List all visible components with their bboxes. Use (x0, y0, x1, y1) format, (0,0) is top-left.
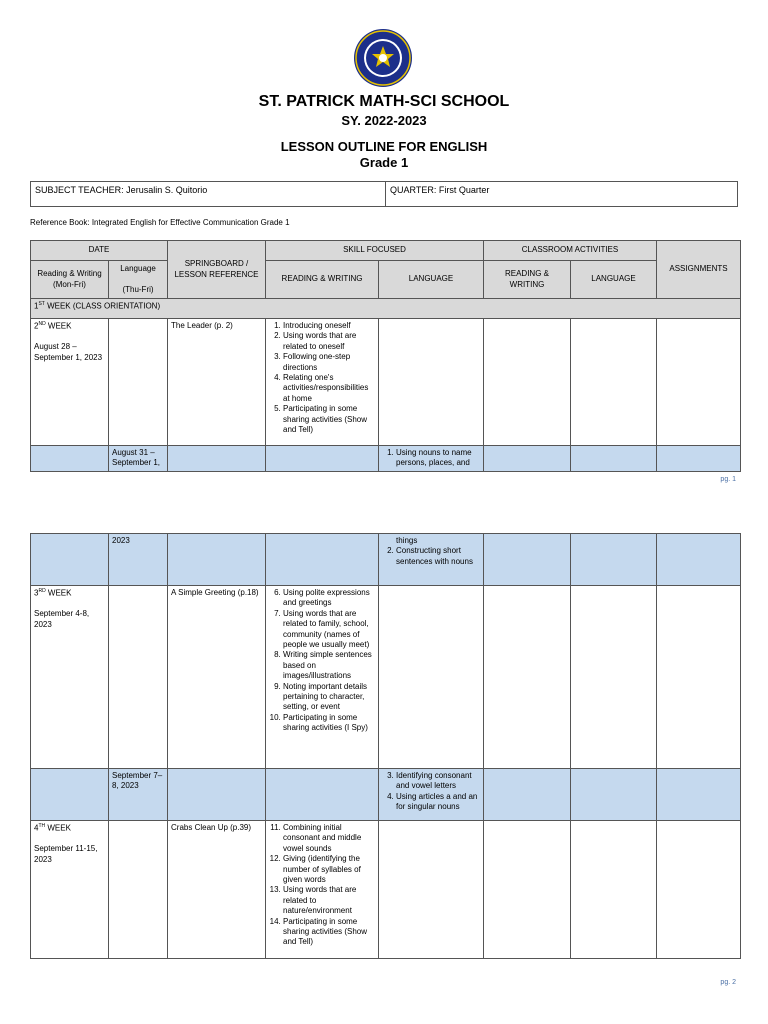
school-name: ST. PATRICK MATH-SCI SCHOOL (258, 93, 510, 110)
lesson-table-page1 (30, 240, 741, 472)
header-date: DATE (31, 241, 168, 261)
document-title: LESSON OUTLINE FOR ENGLISH (280, 139, 488, 154)
page-number-2: pg. 2 (720, 979, 736, 986)
week2-date: 2ND WEEK August 28 – September 1, 2023 (31, 319, 109, 446)
header-reading-writing: READING & WRITING (266, 261, 379, 299)
week2-language-skills-p1: 1. Using nouns to name persons, places, and (379, 446, 484, 472)
info-box (30, 181, 738, 207)
school-year: SY. 2022-2023 (341, 113, 427, 128)
week4-skills: 11. Combining initial consonant and middle vowel sounds 12. Giving (identifying the number of syllables of given words 13. Using words that are related to nature/environment 14. Participating in some sharing activities (Show and Tell) (266, 821, 379, 959)
reference-book: Reference Book: Integrated English for Effective Communication Grade 1 (30, 218, 290, 227)
week1-row: 1ST WEEK (CLASS ORIENTATION) (31, 299, 741, 319)
header-language: LANGUAGE (379, 261, 484, 299)
week4-date: 4TH WEEK September 11-15, 2023 (31, 821, 109, 959)
grade-level: Grade 1 (359, 155, 409, 170)
week3-language-date: September 7–8, 2023 (109, 769, 168, 821)
school-seal-logo (353, 28, 413, 88)
week2-language-date: August 31 – September 1, (109, 446, 168, 472)
header-skill-focused: SKILL FOCUSED (266, 241, 484, 261)
week2-skills: 1. Introducing oneself 2. Using words that are related to oneself 3. Following one-step directions 4. Relating one's activities/responsibilities at home 5. Participating in some sharing activities (Show and Tell) (266, 319, 379, 446)
week2-language-date-cont: 2023 (109, 534, 168, 586)
header-language-date: Language (Thu-Fri) (109, 261, 168, 299)
subject-teacher: SUBJECT TEACHER: Jerusalin S. Quitorio (31, 182, 386, 206)
header-reading-writing-date: Reading & Writing (Mon-Fri) (31, 261, 109, 299)
quarter: QUARTER: First Quarter (390, 185, 490, 195)
header-reading-writing-ca: READING & WRITING (484, 261, 571, 299)
page-number-1: pg. 1 (720, 476, 736, 483)
header-springboard: SPRINGBOARD / LESSON REFERENCE (168, 241, 266, 299)
week3-date: 3RD WEEK September 4-8, 2023 (31, 586, 109, 769)
header-language-ca: LANGUAGE (571, 261, 657, 299)
week2-language-skills-p2: things 2. Constructing short sentences with nouns (379, 534, 484, 586)
lesson-table-page2 (30, 533, 741, 959)
header-classroom-activities: CLASSROOM ACTIVITIES (484, 241, 657, 261)
week3-springboard: A Simple Greeting (p.18) (168, 586, 266, 769)
week4-springboard: Crabs Clean Up (p.39) (168, 821, 266, 959)
week3-skills: 6. Using polite expressions and greetings 7. Using words that are related to family, school, community (names of people we usually meet) 8. Writing simple sentences based on images/illustrations 9. Noting important details pertaining to character, setting, or event 10. Participating in some sharing activities (I Spy) (266, 586, 379, 769)
week3-language-skills: 3. Identifying consonant and vowel letters 4. Using articles a and an for singular nouns (379, 769, 484, 821)
header-assignments: ASSIGNMENTS (657, 241, 741, 299)
week2-springboard: The Leader (p. 2) (168, 319, 266, 446)
